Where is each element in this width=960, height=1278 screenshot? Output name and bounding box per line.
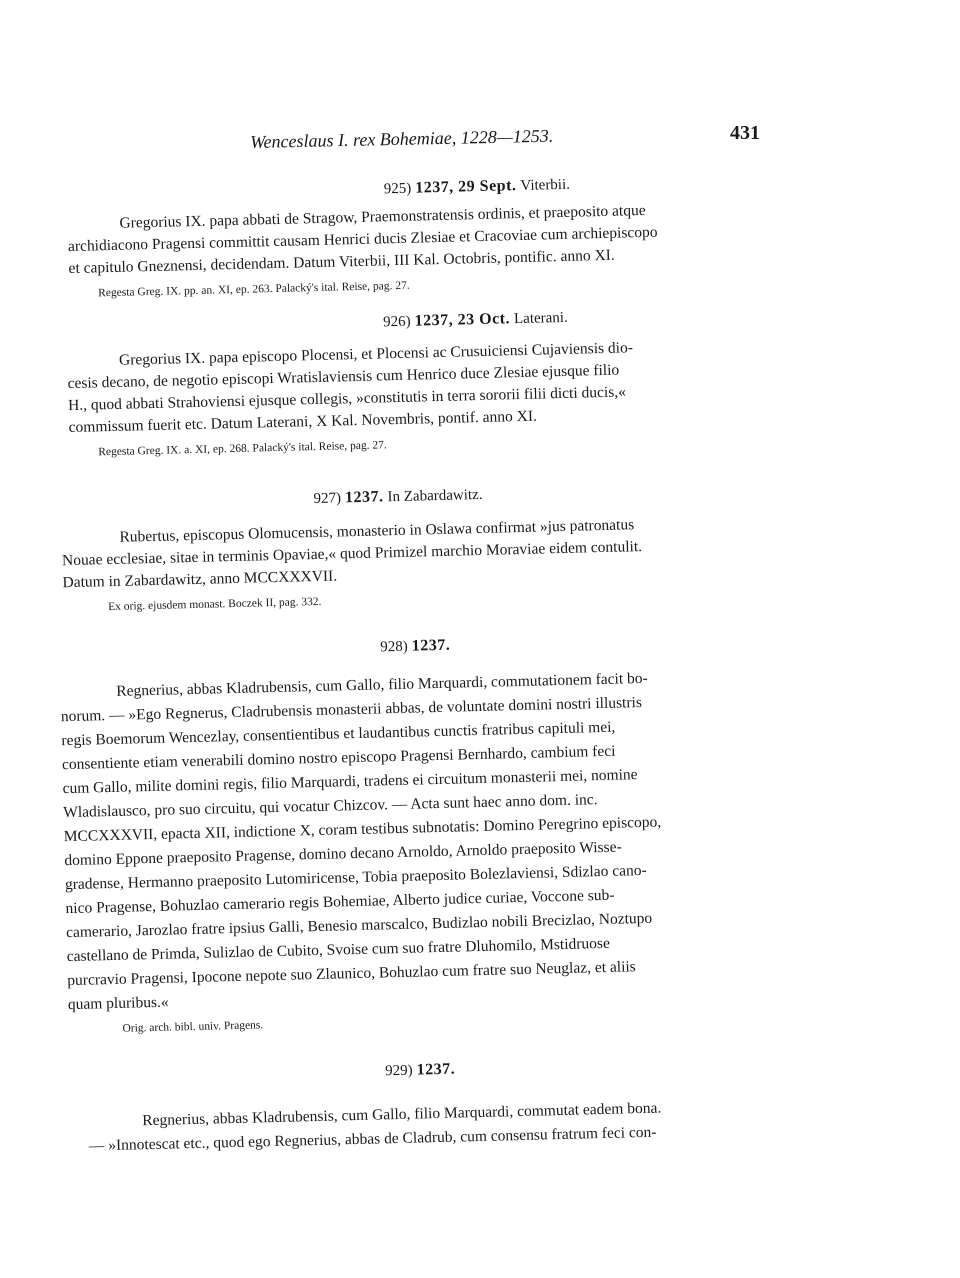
text-line: norum. — »Ego Regnerus, Cladrubensis monasterii abbas, de voluntate domini nostri illustris [60,694,643,726]
text-line: H., quod abbati Strahoviensi ejusque collegis, »constitutis in terra sororii filii dicti ducis,« [67,383,627,415]
document-date: 1237. [416,1060,456,1079]
document-number: 929) [384,1062,413,1080]
text-line: nico Pragense, Bohuzlao camerario regis Bohemiae, Alberto judice curiae, Voccone sub- [65,886,615,918]
text-line: camerario, Jarozlao fratre ipsius Galli, Benesio marscalco, Budizlao nobili Brecizlao, Noztupo [65,909,653,942]
text-line: Rubertus, episcopus Olomucensis, monasterio in Oslawa confirmat »jus patronatus [119,516,635,546]
text-line: Wladislausco, pro suo circuitu, qui vocatur Chizcov. — Acta sunt haec anno dom. inc. [63,791,598,822]
text-line: Regnerius, abbas Kladrubensis, cum Gallo, filio Marquardi, commutationem facit bo- [116,669,648,700]
text-line: consentiente etiam venerabili domino nostro episcopo Pragensi Bernhardo, cambium feci [61,742,616,774]
page-number: 431 [730,122,760,144]
reference-note: Regesta Greg. IX. pp. an. XI, ep. 263. Palacký's ital. Reise, pag. 27. [98,279,410,300]
text-line: Regnerius, abbas Kladrubensis, cum Gallo, filio Marquardi, commutat eadem bona. [142,1099,662,1130]
running-head: Wenceslaus I. rex Bohemiae, 1228—1253. [250,125,554,152]
document-number: 927) [313,490,342,508]
text-line: Nouae ecclesiae, sitae in terminis Opaviae,« quod Primizel marchio Moraviae eidem contulit. [61,538,643,570]
document-header [380,637,450,657]
reference-note: Orig. arch. bibl. univ. Pragens. [122,1019,264,1035]
text-line: castellano de Primda, Sulizlao de Cubito, Svoise cum suo fratre Dluhomilo, Mstidruose [66,934,611,966]
document-929 [0,1048,960,1161]
document-place: Viterbii. [520,176,571,194]
document-header [384,176,571,199]
document-number: 925) [383,180,412,198]
text-line: cesis decano, de negotio episcopi Wratislaviensis cum Henrico duce Zlesiae ejusque filio [67,361,620,393]
document-number: 926) [383,313,411,331]
document-927 [0,468,960,641]
document-928 [0,618,960,1061]
document-number: 928) [380,638,408,656]
document-926 [0,293,960,496]
reference-note: Regesta Greg. IX. a. XI, ep. 268. Palacký's ital. Reise, pag. 27. [98,439,387,459]
text-line: archidiacono Pragensi committit causam Henrici ducis Zlesiae et Cracoviae cum archiepiscopo [67,223,658,256]
document-date: 1237. [344,488,384,507]
text-line: regis Boemorum Wencezlay, consentientibus et laudantibus cunctis fratribus capituli mei, [61,718,616,750]
text-line: — »Innotescat etc., quod ego Regnerius, abbas de Cladrub, cum consensu fratrum feci con- [88,1123,657,1155]
text-line: cum Gallo, milite domini regis, filio Marquardi, tradens ei circuitum monasterii mei, nomine [62,766,638,798]
text-line: Datum in Zabardawitz, anno MCCXXXVII. [62,567,338,592]
document-place: Laterani. [513,309,568,328]
text-line: et capitulo Gneznensi, decidendam. Datum Viterbii, III Kal. Octobris, pontific. anno XI. [68,246,615,278]
document-date: 1237. [411,636,451,655]
text-line: Gregorius IX. papa abbati de Stragow, Praemonstratensis ordinis, et praeposito atque [119,201,646,232]
text-line: Gregorius IX. papa episcopo Plocensi, et Plocensi ac Crusuiciensi Cujaviensis dio- [118,339,634,369]
document-header [383,309,568,332]
text-line: domino Eppone praeposito Pragense, domino decano Arnoldo, Arnoldo praeposito Wisse- [64,838,622,870]
document-header [385,1061,455,1081]
text-line: MCCXXXVII, epacta XII, indictione X, coram testibus subnotatis: Domino Peregrino episcopo, [63,813,662,846]
text-line: quam pluribus.« [67,993,169,1014]
document-date: 1237, 23 Oct. [414,310,511,330]
text-line: commissum fuerit etc. Datum Laterani, X Kal. Novembris, pontif. anno XI. [68,407,538,437]
document-place: In Zabardawitz. [387,486,483,506]
document-header [313,486,482,508]
text-line: gradense, Hermanno praeposito Lutomiricense, Tobia praeposito Bolezlaviensi, Sdizlao cano- [64,861,647,894]
document-date: 1237, 29 Sept. [415,177,517,197]
reference-note: Ex orig. ejusdem monast. Boczek II, pag. 332. [108,595,322,614]
text-line: purcravio Pragensi, Ipocone nepote suo Zlaunico, Bohuzlao cum fratre suo Neuglaz, et aliis [67,958,636,990]
